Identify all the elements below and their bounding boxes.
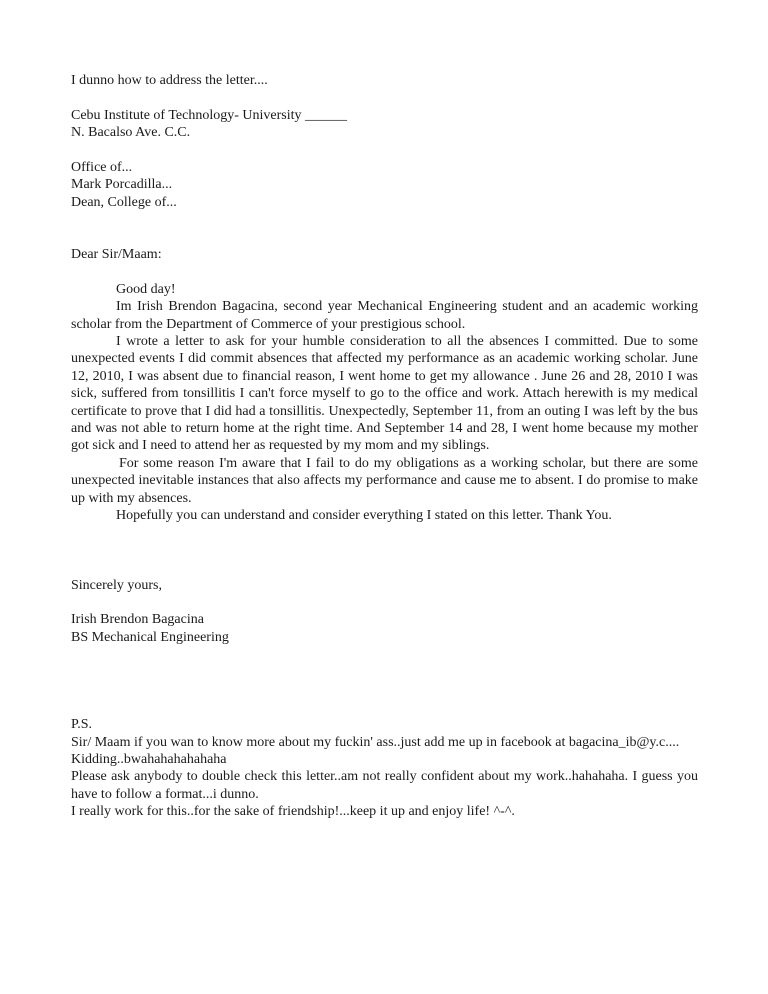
postscript-line-4: I really work for this..for the sake of friendship!...keep it up and enjoy life! ^-^. <box>71 804 515 820</box>
salutation: Dear Sir/Maam: <box>71 247 162 263</box>
body-paragraph-4: Hopefully you can understand and consider everything I stated on this letter. Thank You. <box>116 508 612 524</box>
body-paragraph-1: Im Irish Brendon Bagacina, second year Mechanical Engineering student and an academic working scholar from the Department of Commerce of your prestigious school. <box>71 299 698 332</box>
greeting: Good day! <box>116 281 176 297</box>
address-note: I dunno how to address the letter.... <box>71 73 268 88</box>
signer-program: BS Mechanical Engineering <box>71 629 229 645</box>
signer-name: Irish Brendon Bagacina <box>71 612 204 628</box>
recipient-office: Office of... <box>71 160 133 175</box>
letter-content <box>71 72 698 821</box>
institution-name: Cebu Institute of Technology- University ______ <box>71 107 348 123</box>
postscript-line-3: Please ask anybody to double check this letter..am not really confident about my work..hahahaha. I guess you have to follow a format...i dunno. <box>71 769 698 802</box>
recipient-title: Dean, College of... <box>71 194 177 210</box>
body-paragraph-3: For some reason I'm aware that I fail to do my obligations as a working scholar, but there are some unexpected inevitable instances that also affects my performance and cause me to absent. I do promise to make up with my absences. <box>71 455 698 506</box>
postscript <box>71 716 698 820</box>
postscript-line-2: Kidding..bwahahahahahaha <box>71 751 227 767</box>
recipient-name: Mark Porcadilla... <box>71 177 173 193</box>
postscript-line-1: Sir/ Maam if you wan to know more about my fuckin' ass..just add me up in facebook at bagacina_ib@y.c.... <box>71 734 680 750</box>
valediction: Sincerely yours, <box>71 577 162 593</box>
body-paragraph-2: I wrote a letter to ask for your humble consideration to all the absences I committed. Due to some unexpected events I did commit absences that affected my performance as an academic working scholar. June 12, 2010, I was absent due to financial reason, I went home to get my allowance . June 26 and 28, 2010 I was sick, suffered from tonsillitis I can't force myself to go to the office and work. Attach herewith is my medical certificate to prove that I did had a tonsillitis. Unexpectedly, September 11, from an outing I was left by the bus and was not able to return home at the right time. And September 14 and 28, I went home because my mother got sick and I need to attend her as requested by my mom and my siblings. <box>71 334 698 454</box>
postscript-label: P.S. <box>71 717 93 733</box>
institution-address: N. Bacalso Ave. C.C. <box>71 125 191 141</box>
